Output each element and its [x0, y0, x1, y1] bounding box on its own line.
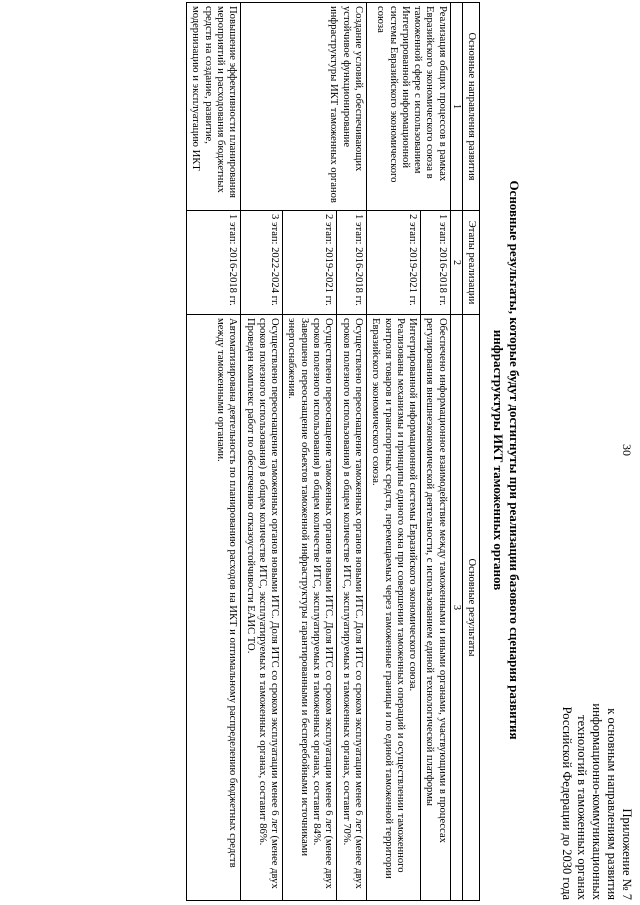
result-text: Обеспечено информационное взаимодействие между таможенными и иными органами, участвующими в процессах регулирования внешнеэкономической деятельности, с использованием единой технологической платформы [424, 318, 448, 843]
column-number: 1 [450, 3, 462, 211]
direction-cell: Повышение эффективности планирования мероприятий и расходования бюджетных средств на создание, развитие, модернизацию и эксплуатацию ИКТ [187, 3, 241, 211]
stage-cell: 2 этап: 2019-2021 гг. [366, 211, 420, 315]
appendix-header [559, 560, 634, 900]
direction-cell: Создание условий, обеспечивающих устойчивое функционирование инфраструктуры ИКТ таможенных органов [241, 3, 367, 211]
stage-cell: 1 этап: 2016-2018 гг. [187, 211, 241, 315]
table-row [421, 3, 451, 901]
result-cell: Осуществлено переоснащение таможенных органов новыми ИТС. Доля ИТС со сроком эксплуатации менее 6 лет (менее двух сроков полезного использования) в общем количестве ИТС, эксплуатируемых в таможенных органах, составит 70%. [337, 315, 367, 901]
column-number: 3 [450, 315, 462, 901]
header-results: Основные результаты [462, 315, 479, 901]
result-cell [283, 315, 337, 901]
appendix-line: информационно-коммуникационных [590, 703, 604, 900]
result-text: Завершено переоснащение объектов таможенной инфраструктуры гарантированными и бесперебойными источниками энергоснабжения. [286, 318, 310, 857]
results-table [186, 2, 480, 901]
result-cell [241, 315, 283, 901]
header-stages: Этапы реализации [462, 211, 479, 315]
document-title [490, 60, 522, 860]
table-row [187, 3, 241, 901]
result-text: Осуществлено переоснащение таможенных органов новыми ИТС. Доля ИТС со сроком эксплуатации менее 6 лет (менее двух сроков полезного использования) в общем количестве ИТС, эксплуатируемых в таможенных органах, составит 86%. [256, 318, 281, 889]
column-number: 2 [450, 211, 462, 315]
appendix-line: Российской Федерации до 2030 года [560, 706, 574, 900]
stage-cell: 2 этап: 2019-2021 гг. [283, 211, 337, 315]
column-number-row [450, 3, 462, 901]
result-cell: Автоматизирована деятельность по планированию расходов на ИКТ и оптимальному распределению бюджетных средств между таможенными органами. [187, 315, 241, 901]
table-row [337, 3, 367, 901]
document-title-line: инфраструктуры ИКТ таможенных органов [491, 329, 506, 591]
table-header-row [462, 3, 479, 901]
result-cell [366, 315, 420, 901]
result-text: Реализованы механизмы и принципы единого окна при совершении таможенных операций и осуществлении таможенного контроля товаров и транспортных средств, перемещаемых через таможенные границы и по единой таможенной территории Евразийского экономического союза. [370, 318, 406, 879]
stage-cell: 1 этап: 2016-2018 гг. [337, 211, 367, 315]
stage-cell: 1 этап: 2016-2018 гг. [421, 211, 451, 315]
appendix-line: технологий в таможенных органах [575, 715, 589, 900]
result-text: Проведен комплекс работ по обеспечению отказоустойчивости ЕАИС ТО. [244, 318, 256, 654]
appendix-line: к основным направлениям развития [605, 708, 619, 900]
result-text: Интегрированной информационной системы Евразийского экономического союза. [407, 318, 419, 692]
direction-cell: Реализация общих процессов в рамках Евразийского экономического союза в таможенной сфере с использованием Интегрированной информационной системы Евразийского экономического союза [366, 3, 450, 211]
header-directions: Основные направления развития [462, 3, 479, 211]
result-cell [421, 315, 451, 901]
result-text: Осуществлено переоснащение таможенных органов новыми ИТС. Доля ИТС со сроком эксплуатации менее 6 лет (менее двух сроков полезного использования) в общем количестве ИТС, эксплуатируемых в таможенных органах, составит 84%. [311, 318, 335, 889]
appendix-title: Приложение № 7 [620, 808, 634, 900]
document-title-line: Основные результаты, которые будут достигнуты при реализации базового сценария развития [507, 180, 522, 740]
stage-cell: 3 этап: 2022-2024 гг. [241, 211, 283, 315]
page-number: 30 [620, 444, 634, 456]
